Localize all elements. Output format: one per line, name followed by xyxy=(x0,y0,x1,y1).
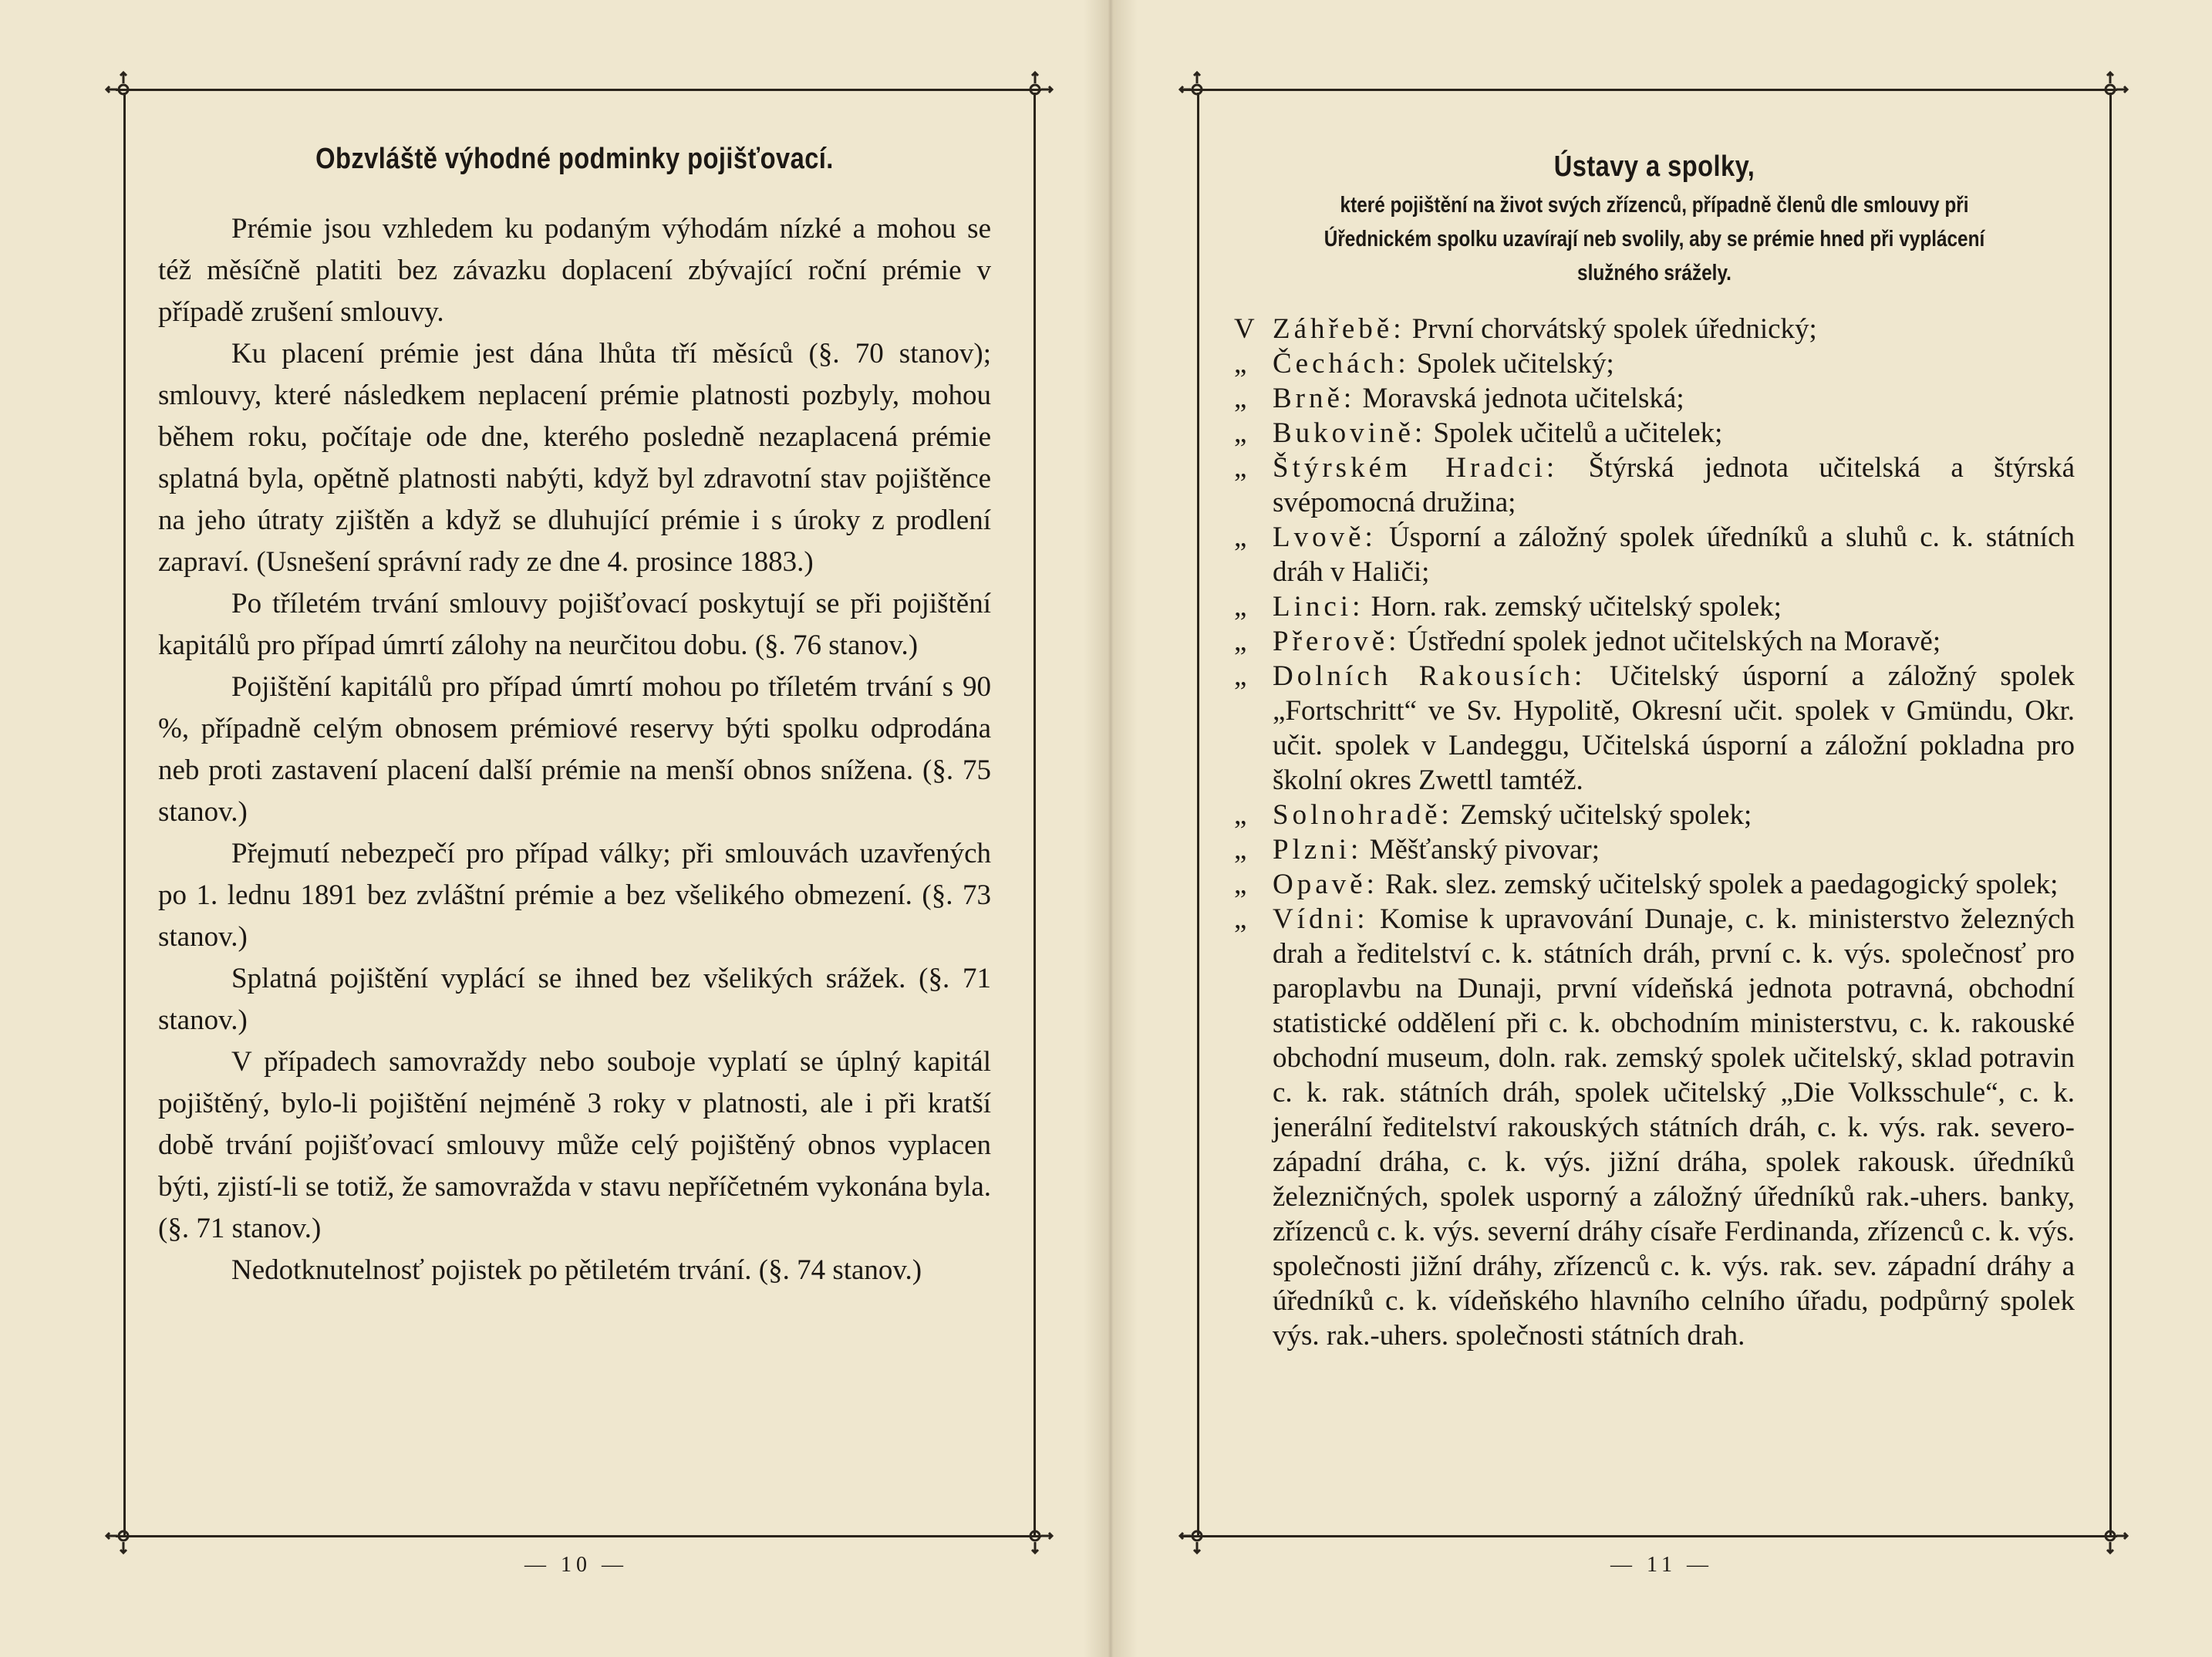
top-rule xyxy=(1180,89,2117,91)
paragraph: Pojištění kapitálů pro případ úmrtí mohou po tříletém trvání s 90 %, případně celým obnosem prémiové reservy býti spolku odprodána neb proti zastavení placení další prémie na menší obnos snížena. (§. 75 stanov.) xyxy=(158,671,991,828)
entry-text: Učitelský úsporní a záložný spolek „Fortschritt“ ve Sv. Hypolitě, Okresní učit. spolek v Gmündu, Okr. učit. spolek v Landeggu, Učitelská úsporní a záložní pokladna pro školní okres Zwettl tamtéž. xyxy=(1273,660,2075,796)
corner-ornament-icon xyxy=(2090,69,2130,110)
paragraph: Ku placení prémie jest dána lhůta tří měsíců (§. 70 stanov); smlouvy, které následkem neplacení prémie platnosti pozbyly, mohou během roku, počítaje ode dne, kterého posledně nezaplacená prémie splatná byla, opětně platnosti nabýti, když byl zdravotní stav pojištěnce na jeho útraty zjištěn a když se dluhující prémie i s úroky z prodlení zapraví. (Usnešení správní rady ze dne 4. prosince 1883.) xyxy=(158,338,991,578)
entry-text: Měšťanský pivovar; xyxy=(1369,834,1600,866)
entry-lead: „ xyxy=(1234,417,1247,449)
list-item xyxy=(1234,520,2075,589)
entry-text: Úsporní a záložný spolek úředníků a sluhů c. k. státních dráh v Haliči; xyxy=(1273,521,2075,588)
list-item xyxy=(1234,451,2075,520)
entry-lead: „ xyxy=(1234,348,1247,380)
entry-lead: „ xyxy=(1234,799,1247,831)
entry-place: Brně: xyxy=(1273,383,1356,414)
entry-text: Zemský učitelský spolek; xyxy=(1460,799,1752,831)
page-title: Ústavy a spolky, xyxy=(1553,150,1755,183)
list-item xyxy=(1234,867,2075,902)
corner-ornament-icon xyxy=(1177,69,1217,110)
list-item xyxy=(1234,381,2075,416)
entry-text: Komise k upravování Dunaje, c. k. ministerstvo železných drah a ředitelství c. k. státních dráh, první c. k. výs. společnosť pro paroplavbu na Dunaji, první vídeňská jednota potravná, obchodní statistické oddělení při c. k. obchodním ministerstvu, c. k. rakouské obchodní museum, doln. rak. zemský spolek učitelský, sklad potravin c. k. rak. státních dráh, spolek učitelský „Die Volksschule“, c. k. jenerální ředitelství rakouských státních dráh, c. k. výs. rak. severo-západní dráha, c. k. výs. jižní dráha, spolek rakousk. úředníků železničných, spolek usporný a záložný úředníků rak.-uhers. banky, zřízenců c. k. výs. severní dráhy císaře Ferdinanda, zřízenců c. k. výs. společnosti jižní dráhy, zřízenců c. k. výs. rak. sev. západní dráhy a úředníků c. k. vídeňského hlavního celního úřadu, podpůrný spolek výs. rak.-uhers. společnosti státních drah. xyxy=(1273,903,2075,1352)
paragraph: Prémie jsou vzhledem ku podaným výhodám nízké a mohou se též měsíčně platiti bez závazku doplacení zbývající roční prémie v případě zrušení smlouvy. xyxy=(158,213,991,328)
entry-place: Štýrském Hradci: xyxy=(1273,452,1559,484)
entry-text: Spolek učitelů a učitelek; xyxy=(1433,417,1723,449)
entry-place: Plzni: xyxy=(1273,834,1363,866)
corner-ornament-icon xyxy=(2090,1516,2130,1556)
right-rule xyxy=(2109,93,2112,1535)
page-subtitle: které pojištění na život svých zřízenců, případně členů dle smlouvy při Úřednickém spolku uzavírají neb svolily, aby se prémie hned při vyplácení služného srážely. xyxy=(1323,193,1985,285)
entry-text: Ústřední spolek jednot učitelských na Moravě; xyxy=(1407,626,1941,657)
entry-text: Spolek učitelský; xyxy=(1416,348,1614,380)
entry-lead: V xyxy=(1234,313,1255,345)
entry-place: Čechách: xyxy=(1273,348,1410,380)
entry-lead: „ xyxy=(1234,834,1247,866)
entry-place: Solnohradě: xyxy=(1273,799,1453,831)
right-page-content xyxy=(1234,150,2075,1353)
entry-lead: „ xyxy=(1234,383,1247,414)
entry-text: První chorvátský spolek úřednický; xyxy=(1411,313,1817,345)
list-item xyxy=(1234,832,2075,867)
page-number: — 11 — xyxy=(1610,1553,1713,1577)
entry-text: Štýrská jednota učitelská a štýrská svépomocná družina; xyxy=(1273,452,2075,518)
entry-text: Horn. rak. zemský učitelský spolek; xyxy=(1371,591,1782,623)
entry-place: Přerově: xyxy=(1273,626,1401,657)
entry-place: Linci: xyxy=(1273,591,1364,623)
left-rule xyxy=(1197,93,1199,1535)
list-item xyxy=(1234,659,2075,798)
entry-lead: „ xyxy=(1234,452,1247,484)
entry-place: Bukovině: xyxy=(1273,417,1427,449)
page-title: Obzvláště výhodné podminky pojišťovací. xyxy=(315,143,834,175)
page-number: — 10 — xyxy=(524,1553,628,1577)
paragraph: Přejmutí nebezpečí pro případ války; při smlouvách uzavřených po 1. lednu 1891 bez zvláštní prémie a bez všelikého obmezení. (§. 73 stanov.) xyxy=(158,838,991,953)
entry-place: Vídni: xyxy=(1273,903,1369,935)
entry-text: Rak. slez. zemský učitelský spolek a paedagogický spolek; xyxy=(1385,869,2059,900)
entry-place: Opavě: xyxy=(1273,869,1378,900)
entry-place: Lvově: xyxy=(1273,521,1377,553)
entry-lead: „ xyxy=(1234,626,1247,657)
list-item xyxy=(1234,624,2075,659)
paragraph: Po tříletém trvání smlouvy pojišťovací poskytují se při pojištění kapitálů pro případ úmrtí zálohy na neurčitou dobu. (§. 76 stanov.) xyxy=(158,588,991,661)
list-item xyxy=(1234,589,2075,624)
entry-lead: „ xyxy=(1234,869,1247,900)
paragraph: Splatná pojištění vyplácí se ihned bez všelikých srážek. (§. 71 stanov.) xyxy=(158,963,991,1036)
bottom-rule xyxy=(1180,1535,2117,1537)
list-item xyxy=(1234,312,2075,346)
list-item xyxy=(1234,416,2075,451)
corner-ornament-icon xyxy=(1177,1516,1217,1556)
entry-lead: „ xyxy=(1234,591,1247,623)
entry-place: Záhřebě: xyxy=(1273,313,1405,345)
paragraph: V případech samovraždy nebo souboje vyplatí se úplný kapitál pojištěný, bylo-li pojištění nejméně 3 roky v platnosti, ale i při kratší době trvání pojišťovací smlouvy může celý pojištěný obnos vyplacen býti, zjistí-li se totiž, že samovražda v stavu nepříčetném vykonána byla. (§. 71 stanov.) xyxy=(158,1046,991,1244)
entry-lead: „ xyxy=(1234,521,1247,553)
list-item xyxy=(1234,798,2075,832)
entry-lead: „ xyxy=(1234,903,1247,935)
list-item xyxy=(1234,346,2075,381)
paragraph: Nedotknutelnosť pojistek po pětiletém trvání. (§. 74 stanov.) xyxy=(231,1254,922,1286)
list-item xyxy=(1234,902,2075,1353)
entry-place: Dolních Rakousích: xyxy=(1273,660,1587,692)
entry-text: Moravská jednota učitelská; xyxy=(1362,383,1684,414)
entry-lead: „ xyxy=(1234,660,1247,692)
institution-list xyxy=(1234,312,2075,1353)
